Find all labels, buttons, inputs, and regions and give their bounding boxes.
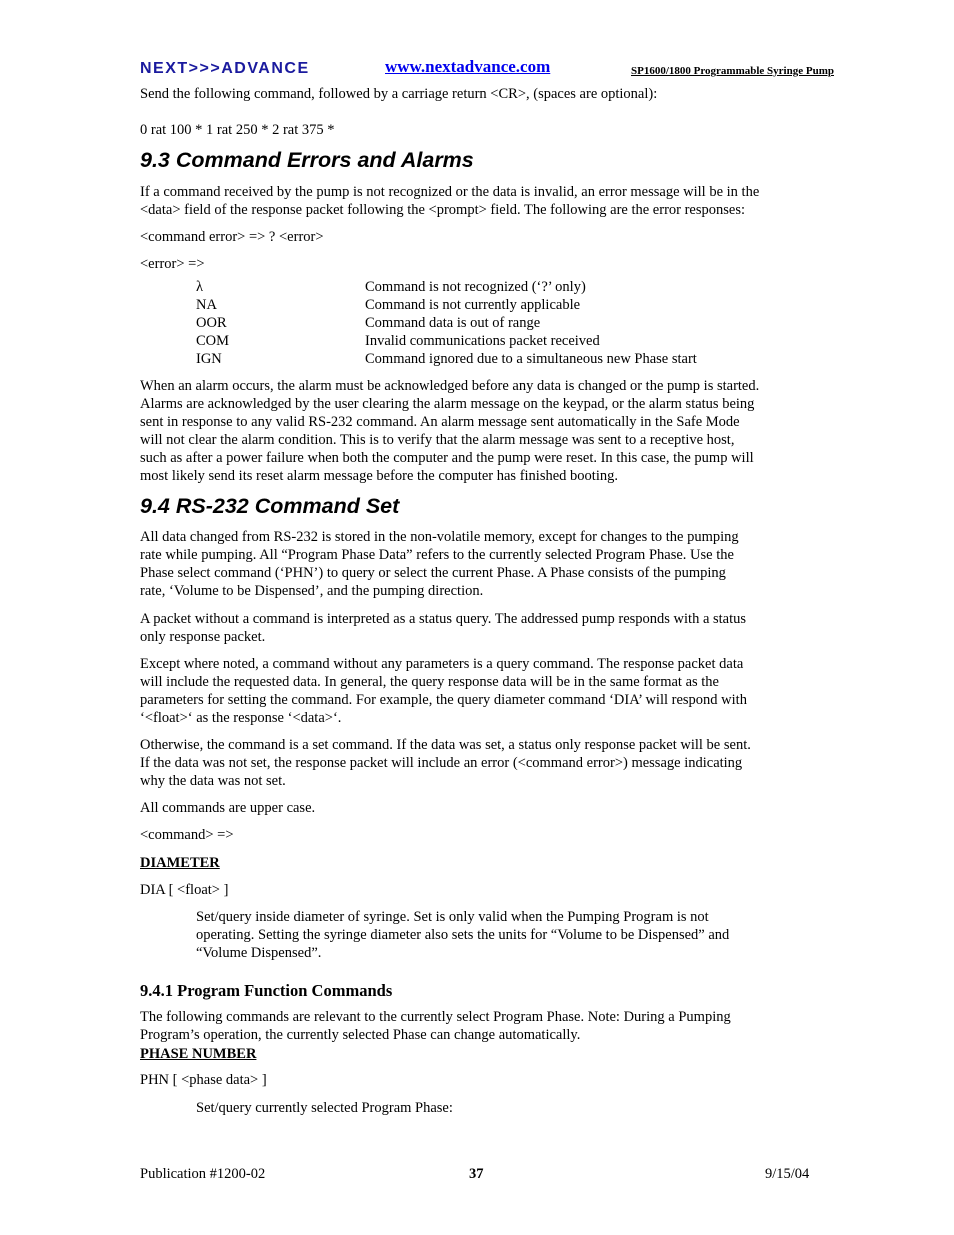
- publication-date: 9/15/04: [765, 1166, 810, 1182]
- section-9-4-heading: 9.4 RS-232 Command Set: [140, 494, 400, 518]
- nextadvance-logo: [140, 58, 332, 78]
- query-command-para-line: Except where noted, a command without any parameters is a query command. The response packet data: [140, 656, 744, 672]
- error-description: Command ignored due to a simultaneous new Phase start: [365, 351, 697, 367]
- phase-syntax: PHN [ <phase data> ]: [140, 1072, 267, 1088]
- error-description: Command data is out of range: [365, 315, 541, 331]
- rs232-para-line: Phase select command (‘PHN’) to query or select the current Phase. A Phase consists of the pumping: [140, 565, 726, 581]
- query-command-para-line: will include the requested data. In general, the query response data will be in the same format as the: [140, 674, 719, 690]
- errors-para-line: <data> field of the response packet following the <prompt> field. The following are the error responses:: [140, 202, 746, 218]
- status-query-para-line: only response packet.: [140, 629, 266, 645]
- website-link[interactable]: www.nextadvance.com: [385, 57, 551, 76]
- error-code: OOR: [196, 315, 227, 331]
- rs232-para-line: All data changed from RS-232 is stored in the non-volatile memory, except for changes to the pumping: [140, 529, 739, 545]
- diameter-desc-line: operating. Setting the syringe diameter also sets the units for “Volume to be Dispensed” and: [196, 927, 730, 943]
- product-name: SP1600/1800 Programmable Syringe Pump: [631, 65, 834, 77]
- phase-description: Set/query currently selected Program Phase:: [196, 1100, 453, 1116]
- error-code: IGN: [196, 351, 222, 367]
- svg-text:NEXT>>>ADVANCE: NEXT>>>ADVANCE: [140, 60, 310, 77]
- set-command-para-line: If the data was not set, the response packet will include an error (<command error>) message indicating: [140, 755, 743, 771]
- publication-number: Publication #1200-02: [140, 1166, 266, 1182]
- query-command-para-line: ‘<float>‘ as the response ‘<data>‘.: [140, 710, 342, 726]
- diameter-desc-line: “Volume Dispensed”.: [196, 945, 322, 961]
- alarm-para-line: most likely send its reset alarm message before the computer has finished booting.: [140, 468, 618, 484]
- command-example: 0 rat 100 * 1 rat 250 * 2 rat 375 *: [140, 122, 335, 138]
- errors-para-line: If a command received by the pump is not recognized or the data is invalid, an error message will be in the: [140, 184, 760, 200]
- command-error-definition: <command error> => ? <error>: [140, 229, 324, 245]
- error-definition: <error> =>: [140, 256, 205, 272]
- alarm-para-line: will not clear the alarm condition. This is to verify that the alarm message was sent to a receptive host,: [140, 432, 735, 448]
- rs232-para-line: rate while pumping. All “Program Phase Data” refers to the currently selected Program Phase. Use the: [140, 547, 734, 563]
- error-code: NA: [196, 297, 217, 313]
- error-code: COM: [196, 333, 230, 349]
- rs232-para-line: rate, ‘Volume to be Dispensed’, and the pumping direction.: [140, 583, 484, 599]
- program-function-para-line: Program’s operation, the currently selected Phase can change automatically.: [140, 1027, 581, 1043]
- program-function-para-line: The following commands are relevant to the currently select Program Phase. Note: During a Pumping: [140, 1009, 731, 1025]
- error-description: Invalid communications packet received: [365, 333, 600, 349]
- alarm-para-line: When an alarm occurs, the alarm must be acknowledged before any data is changed or the pump is started.: [140, 378, 760, 394]
- send-instruction: Send the following command, followed by a carriage return <CR>, (spaces are optional):: [140, 86, 658, 102]
- alarm-para-line: such as after a power failure when both the computer and the pump were reset. In this case, the pump will: [140, 450, 754, 466]
- query-command-para-line: parameters for setting the command. For example, the query diameter command ‘DIA’ will respond with: [140, 692, 747, 708]
- alarm-para-line: sent in response to any valid RS-232 command. An alarm message sent automatically in the Safe Mode: [140, 414, 740, 430]
- section-9-4-1-heading: 9.4.1 Program Function Commands: [140, 981, 393, 1000]
- command-definition: <command> =>: [140, 827, 234, 843]
- diameter-desc-line: Set/query inside diameter of syringe. Set is only valid when the Pumping Program is not: [196, 909, 709, 925]
- upper-case-note: All commands are upper case.: [140, 800, 316, 816]
- phase-number-title: PHASE NUMBER: [140, 1046, 257, 1062]
- error-description: Command is not currently applicable: [365, 297, 581, 313]
- diameter-syntax: DIA [ <float> ]: [140, 882, 229, 898]
- page-number: 37: [469, 1166, 484, 1182]
- error-description: Command is not recognized (‘?’ only): [365, 279, 586, 295]
- set-command-para-line: Otherwise, the command is a set command. If the data was set, a status only response packet will be sent.: [140, 737, 751, 753]
- section-9-3-heading: 9.3 Command Errors and Alarms: [140, 148, 474, 172]
- error-code: λ: [196, 279, 204, 295]
- alarm-para-line: Alarms are acknowledged by the user clearing the alarm message on the keypad, or the alarm status being: [140, 396, 755, 412]
- status-query-para-line: A packet without a command is interpreted as a status query. The addressed pump responds with a status: [140, 611, 747, 627]
- diameter-title: DIAMETER: [140, 855, 220, 871]
- set-command-para-line: why the data was not set.: [140, 773, 286, 789]
